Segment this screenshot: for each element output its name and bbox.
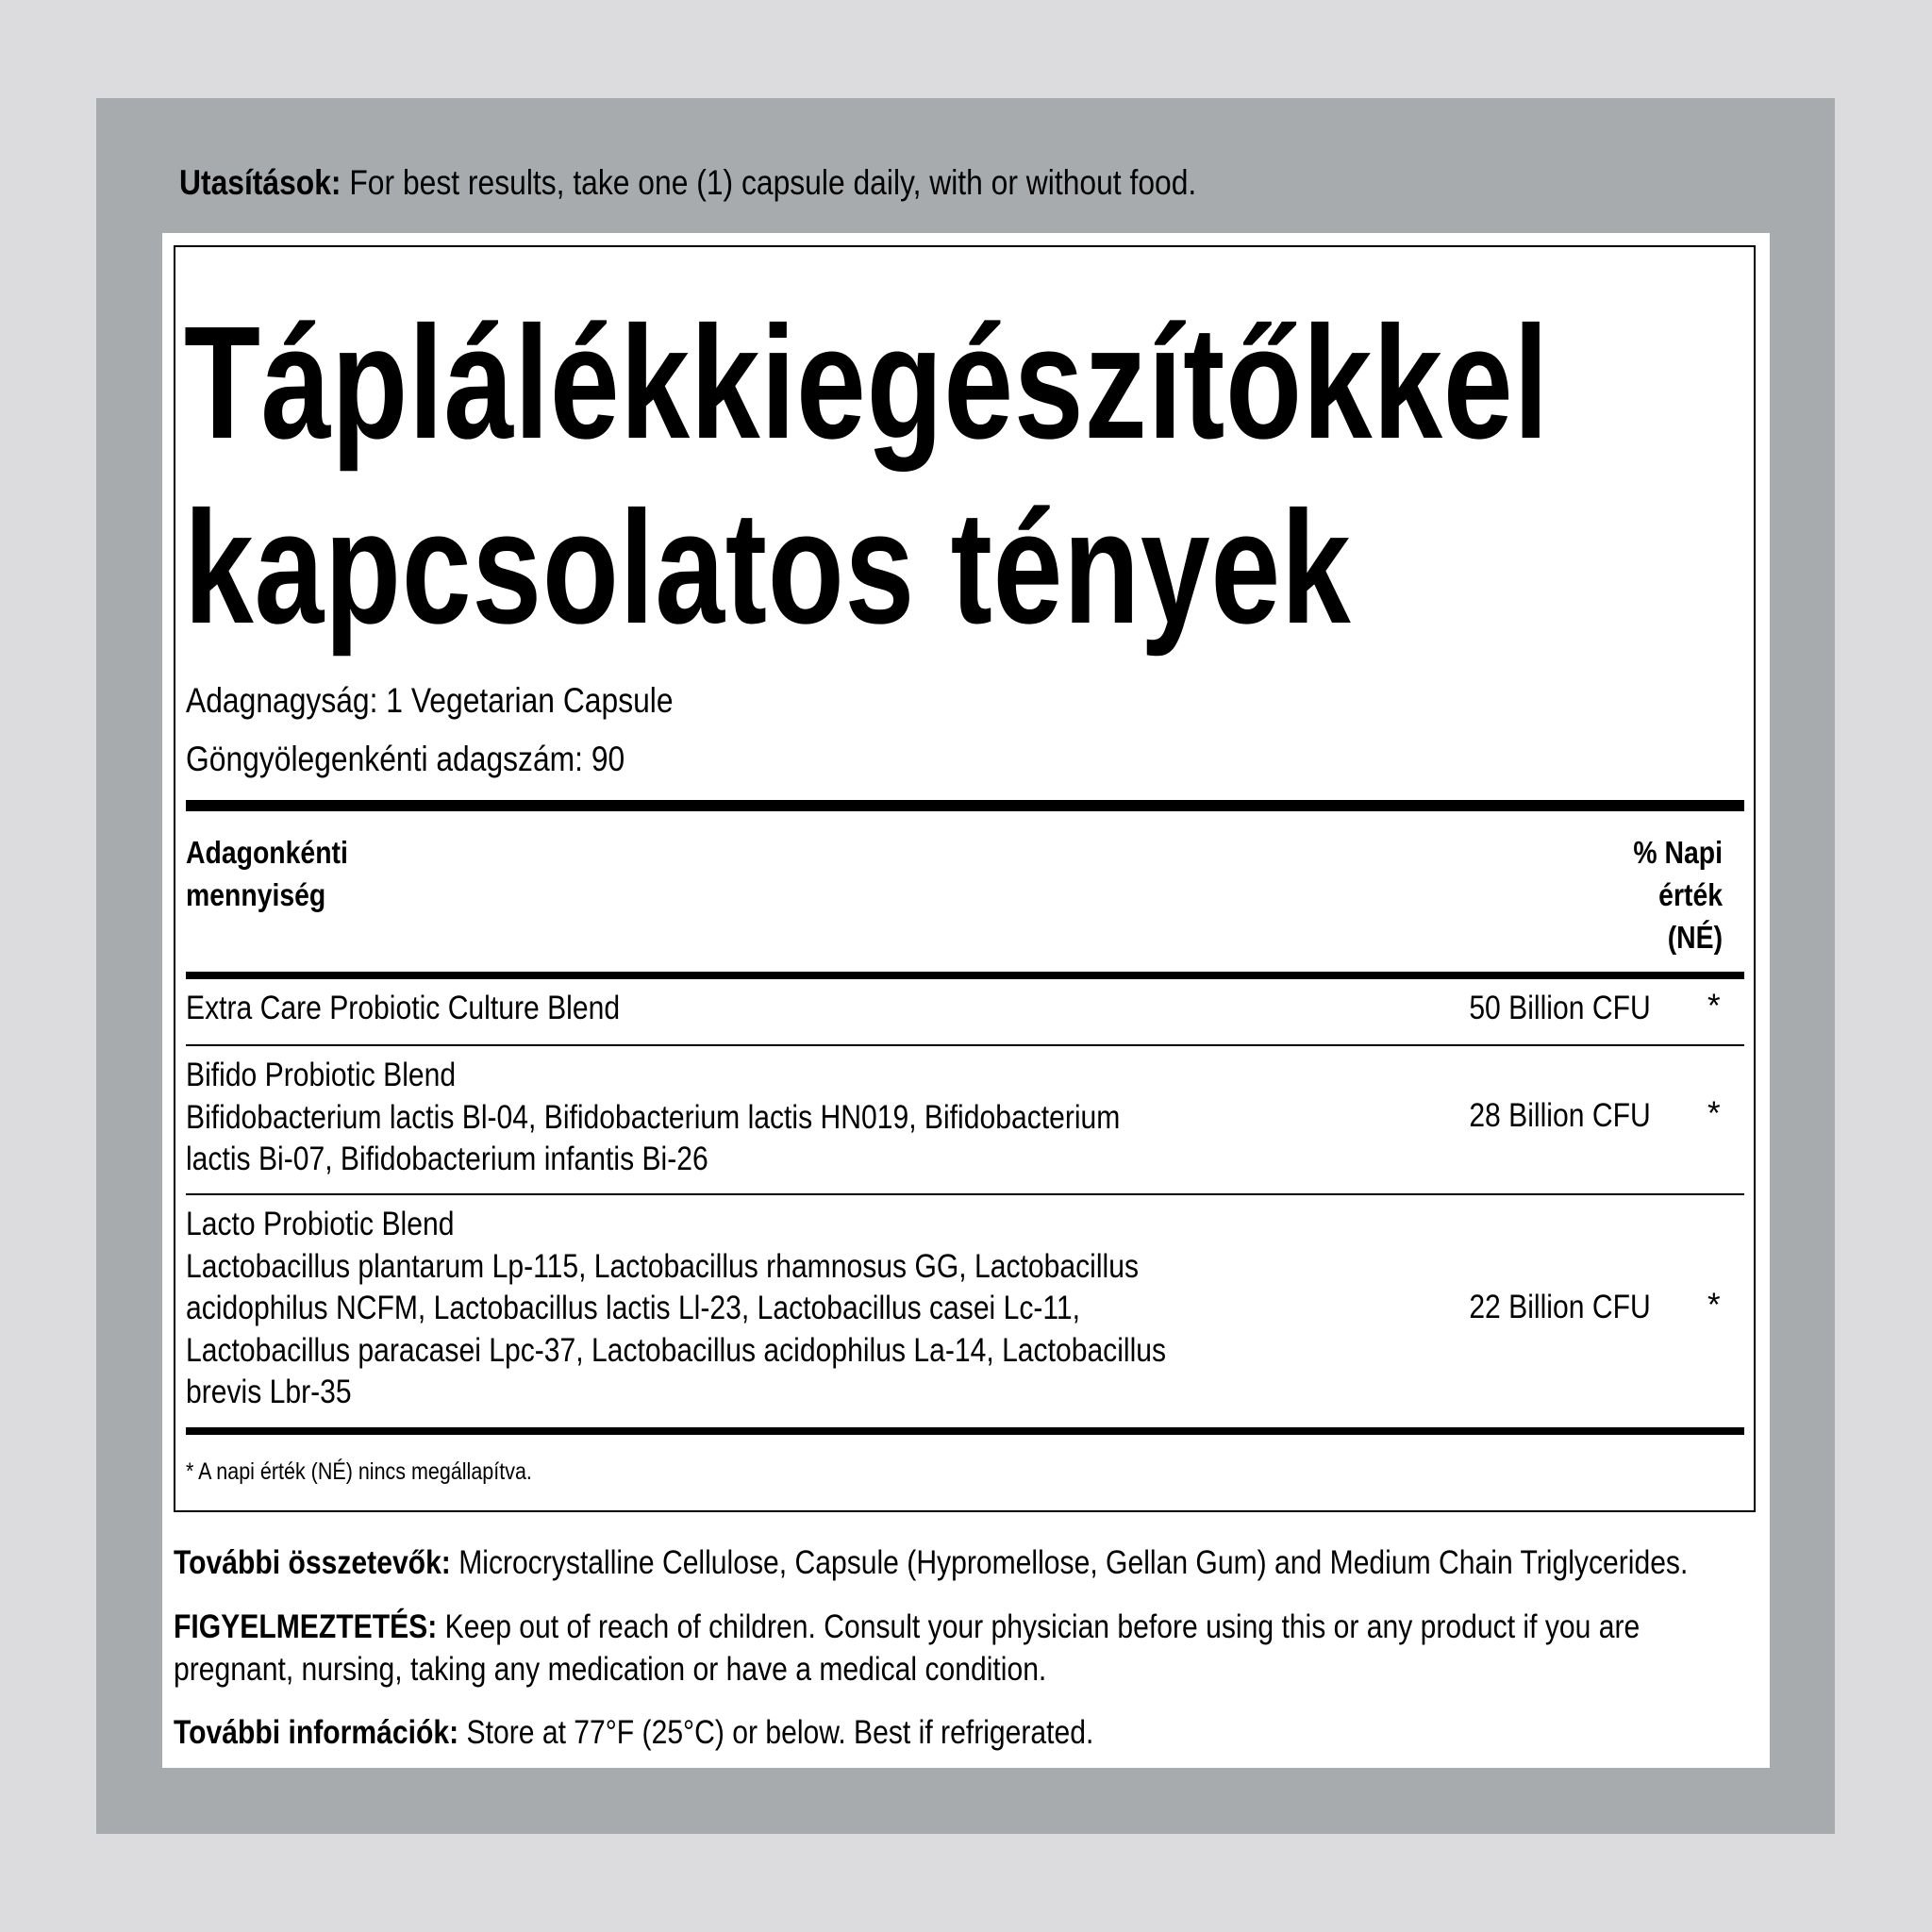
title-line-1: Táplálékkiegészítőkkel [184,293,1550,473]
ingredient-amount: 22 Billion CFU [1469,1289,1651,1325]
row-divider [186,1193,1744,1195]
warning [174,1606,1640,1690]
directions-text: For best results, take one (1) capsule daily, with or without food. [341,163,1197,202]
ingredient-block [186,1055,1120,1181]
ingredient-amount: 28 Billion CFU [1469,1097,1651,1134]
header-left-line-1: Adagonkénti [186,835,348,870]
directions-label: Utasítások: [179,163,341,202]
amount-per-serving-header [186,831,348,916]
thick-divider [186,800,1744,811]
ingredient-name: Extra Care Probiotic Culture Blend [186,990,621,1026]
servings-per-container: Göngyölegenkénti adagszám: 90 [186,740,625,778]
other-ingredients-label: További összetevők: [174,1544,451,1581]
ingredient-details: acidophilus NCFM, Lactobacillus lactis Ll-23, Lactobacillus casei Lc-11, [186,1290,1081,1326]
medium-divider [186,972,1744,979]
daily-value-footnote: * A napi érték (NÉ) nincs megállapítva. [186,1458,532,1485]
ingredient-name: Bifido Probiotic Blend [186,1057,457,1093]
more-info [174,1711,1093,1754]
daily-value-header [1633,831,1723,958]
header-right-line-3: (NÉ) [1667,920,1723,955]
ingredient-name: Lacto Probiotic Blend [186,1206,455,1242]
ingredient-daily-value: * [1707,988,1721,1024]
warning-text-continued: pregnant, nursing, taking any medication or have a medical condition. [174,1651,1047,1688]
header-right-line-1: % Napi [1633,835,1723,870]
other-ingredients-text: Microcrystalline Cellulose, Capsule (Hypromellose, Gellan Gum) and Medium Chain Triglycerides. [450,1544,1689,1581]
title-line-2: kapcsolatos tények [184,478,1352,658]
ingredient-details: lactis Bi-07, Bifidobacterium infantis Bi-26 [186,1141,708,1177]
ingredient-details: brevis Lbr-35 [186,1374,352,1410]
ingredient-details: Bifidobacterium lactis Bl-04, Bifidobacterium lactis HN019, Bifidobacterium [186,1098,1121,1136]
other-ingredients [174,1541,1688,1584]
ingredient-block [186,1204,1166,1414]
directions [179,158,1196,208]
serving-size: Adagnagyság: 1 Vegetarian Capsule [186,681,674,720]
bottom-divider [186,1427,1744,1435]
warning-label: FIGYELMEZTETÉS: [174,1608,438,1645]
ingredient-details: Lactobacillus plantarum Lp-115, Lactobacillus rhamnosus GG, Lactobacillus [186,1247,1140,1285]
ingredient-details: Lactobacillus paracasei Lpc-37, Lactobacillus acidophilus La-14, Lactobacillus [186,1331,1167,1369]
ingredient-amount: 50 Billion CFU [1469,990,1651,1026]
ingredient-daily-value: * [1707,1095,1721,1132]
header-right-line-2: érték [1658,877,1723,912]
more-info-label: További információk: [174,1714,459,1751]
header-left-line-2: mennyiség [186,877,326,912]
row-divider [186,1044,1744,1046]
supplement-facts-title [184,291,1549,660]
ingredient-daily-value: * [1707,1287,1721,1324]
warning-text: Keep out of reach of children. Consult your physician before using this or any product if you are [437,1608,1641,1645]
more-info-text: Store at 77°F (25°C) or below. Best if refrigerated. [458,1714,1094,1751]
